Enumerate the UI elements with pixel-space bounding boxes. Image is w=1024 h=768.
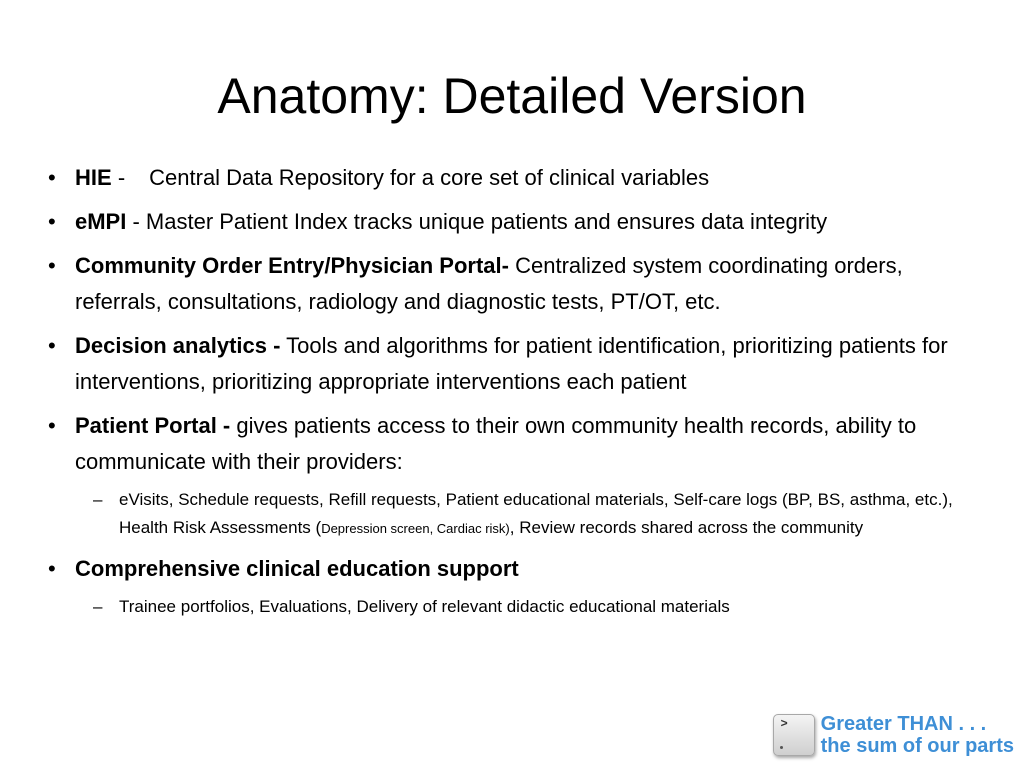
sub-bullet-list xyxy=(75,593,988,621)
sub-bullet-education-items xyxy=(75,593,988,621)
sub-bullet-list xyxy=(75,486,988,543)
bullet-list xyxy=(48,160,988,629)
keyboard-key-icon xyxy=(773,714,815,756)
bullet-text: Centralized system coordinating orders, referrals, consultations, radiology and diagnostic tests, PT/OT, etc. xyxy=(75,253,903,314)
bullet-term: Comprehensive clinical education support xyxy=(75,556,519,581)
logo-line-2: the sum of our parts xyxy=(820,735,1014,757)
bullet-community-order-entry xyxy=(48,248,988,320)
logo-text xyxy=(821,713,1014,757)
bullet-term: Patient Portal - xyxy=(75,413,231,438)
sub-bullet-patient-portal-features xyxy=(75,486,988,543)
bullet-hie xyxy=(48,160,988,196)
sub-bullet-text: eVisits, Schedule requests, Refill requests, Patient educational materials, Self-care logs (BP, BS, asthma, etc.), Health Risk Assessments ( xyxy=(119,490,953,537)
bullet-text: - Master Patient Index tracks unique patients and ensures data integrity xyxy=(126,209,828,234)
bullet-text: Central Data Repository for a core set of clinical variables xyxy=(149,165,710,190)
bullet-term: eMPI xyxy=(75,209,127,234)
key-glyph: > xyxy=(780,716,788,730)
sub-bullet-text: Trainee portfolios, Evaluations, Delivery of relevant didactic educational materials xyxy=(119,597,730,616)
bullet-clinical-education xyxy=(48,551,988,621)
sub-bullet-small-text: Depression screen, Cardiac risk) xyxy=(321,521,510,536)
bullet-decision-analytics xyxy=(48,328,988,400)
bullet-text: Tools and algorithms for patient identification, prioritizing patients for interventions, prioritizing appropriate interventions each patient xyxy=(75,333,948,394)
sub-bullet-text-end: , Review records shared across the community xyxy=(509,518,864,537)
bullet-patient-portal xyxy=(48,408,988,543)
bullet-text: gives patients access to their own community health records, ability to communicate with their providers: xyxy=(75,413,917,474)
greater-than-logo xyxy=(773,710,1014,760)
logo-line-1: Greater THAN . . . xyxy=(820,713,987,735)
slide-title: Anatomy: Detailed Version xyxy=(217,68,807,124)
bullet-empi xyxy=(48,204,988,240)
bullet-term: HIE xyxy=(75,165,112,190)
bullet-term: Decision analytics - xyxy=(75,333,281,358)
bullet-term: Community Order Entry/Physician Portal- xyxy=(75,253,509,278)
bullet-separator: - xyxy=(117,165,126,190)
